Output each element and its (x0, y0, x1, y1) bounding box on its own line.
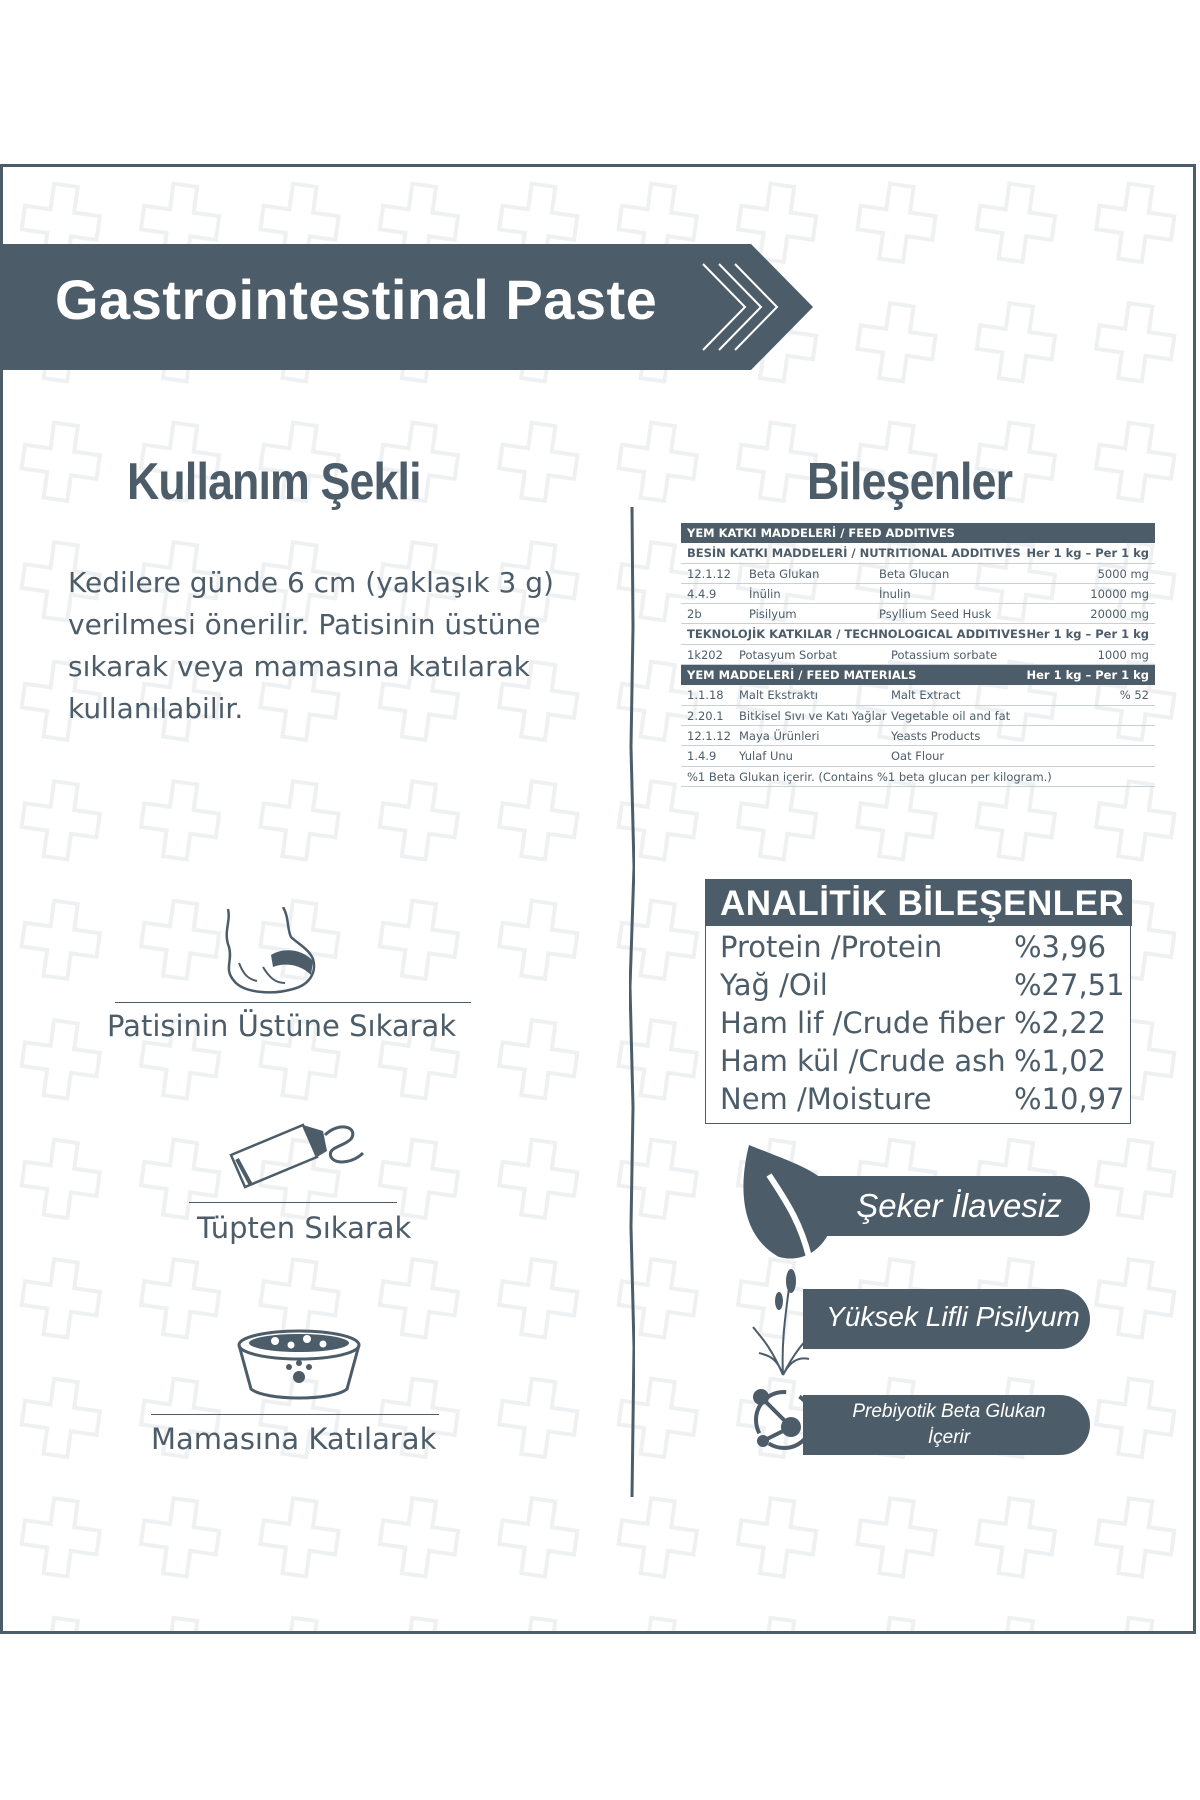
content-frame (0, 164, 1196, 1634)
analytic-value: %3,96 (1014, 930, 1107, 964)
table-subheader-label: TEKNOLOJİK KATKILAR / TECHNOLOGICAL ADDITIVES (687, 627, 1027, 642)
analytic-label: Ham lif /Crude fiber (720, 1006, 1005, 1040)
row-value: % 52 (1119, 688, 1149, 703)
analytic-label: Yağ /Oil (720, 968, 828, 1002)
table-subheader (681, 624, 1155, 644)
table-header (681, 523, 1155, 543)
method-divider (115, 1002, 471, 1003)
row-value: 5000 mg (1097, 566, 1149, 581)
method-divider (151, 1414, 439, 1415)
analytic-value: %10,97 (1014, 1082, 1125, 1116)
badge-text-line: İçerir (927, 1427, 971, 1448)
ingredients-table (681, 523, 1155, 787)
table-subheader (681, 543, 1155, 563)
analytic-value: %27,51 (1014, 968, 1125, 1002)
table-note-row (681, 767, 1155, 787)
table-header-label: YEM MADDELERİ / FEED MATERIALS (687, 668, 917, 683)
page-title: Gastrointestinal Paste (55, 268, 658, 331)
row-name-en: Malt Extract (891, 688, 961, 703)
row-code: 1.1.18 (687, 688, 724, 703)
table-note: %1 Beta Glukan içerir. (Contains %1 beta glucan per kilogram.) (687, 769, 1052, 784)
analytic-value: %2,22 (1014, 1006, 1107, 1040)
table-unit: Her 1 kg – Per 1 kg (1026, 668, 1149, 683)
table-row (681, 645, 1155, 665)
table-row (681, 604, 1155, 624)
badge-text: Şeker İlavesiz (856, 1187, 1062, 1224)
analytic-label: Ham kül /Crude ash (720, 1044, 1006, 1078)
table-unit: Her 1 kg – Per 1 kg (1026, 546, 1149, 561)
row-name-tr: Potasyum Sorbat (739, 647, 837, 662)
row-code: 12.1.12 (687, 728, 731, 743)
usage-line: kullanılabilir. (68, 692, 244, 725)
leaf-icon (739, 1145, 839, 1265)
row-code: 2.20.1 (687, 708, 724, 723)
usage-heading: Kullanım Şekli (127, 453, 421, 511)
row-name-en: Yeasts Products (891, 728, 981, 743)
row-code: 2b (687, 607, 702, 622)
row-name-tr: Bitkisel Sıvı ve Katı Yağlar (739, 708, 887, 723)
row-code: 1k202 (687, 647, 723, 662)
method-divider (189, 1202, 397, 1203)
table-header (681, 665, 1155, 685)
analytic-value: %1,02 (1014, 1044, 1107, 1078)
table-row (681, 706, 1155, 726)
row-code: 12.1.12 (687, 566, 731, 581)
usage-line: Kedilere günde 6 cm (yaklaşık 3 g) (68, 566, 554, 599)
row-name-en: Oat Flour (891, 749, 945, 764)
usage-instructions (68, 562, 628, 730)
psyllium-plant-icon (751, 1267, 815, 1377)
table-row (681, 726, 1155, 746)
row-code: 4.4.9 (687, 586, 717, 601)
row-name-tr: Yulaf Unu (739, 749, 793, 764)
table-row (681, 685, 1155, 705)
vertical-divider (629, 507, 635, 1497)
row-name-tr: Beta Glukan (749, 566, 820, 581)
analytic-box (705, 879, 1131, 1124)
row-value: 10000 mg (1090, 586, 1149, 601)
row-name-en: Potassium sorbate (891, 647, 998, 662)
analytic-heading: ANALİTİK BİLEŞENLER (706, 880, 1132, 926)
row-value: 1000 mg (1097, 647, 1149, 662)
badge-text-line: Prebiyotik Beta Glukan (852, 1401, 1046, 1422)
ingredients-heading: Bileşenler (807, 453, 1013, 511)
row-name-en: Vegetable oil and fat (891, 708, 1011, 723)
row-name-tr: Pisilyum (749, 607, 797, 622)
row-name-en: Beta Glucan (879, 566, 950, 581)
analytic-label: Protein /Protein (720, 930, 943, 964)
row-name-en: Psyllium Seed Husk (879, 607, 992, 622)
badge-text: Yüksek Lifli Pisilyum (826, 1301, 1080, 1332)
food-bowl-icon (235, 1327, 363, 1405)
tube-icon (227, 1113, 369, 1193)
method-label-bowl: Mamasına Katılarak (151, 1422, 437, 1456)
row-name-en: İnulin (879, 586, 911, 601)
row-name-tr: İnülin (749, 586, 781, 601)
row-code: 1.4.9 (687, 749, 717, 764)
row-value: 20000 mg (1090, 607, 1149, 622)
method-label-paw: Patisinin Üstüne Sıkarak (107, 1009, 457, 1043)
analytic-label: Nem /Moisture (720, 1082, 932, 1116)
usage-line: sıkarak veya mamasına katılarak (68, 650, 530, 683)
molecule-icon (747, 1383, 821, 1457)
table-header-label: YEM KATKI MADDELERİ / FEED ADDITIVES (687, 526, 955, 540)
usage-line: verilmesi önerilir. Patisinin üstüne (68, 608, 541, 641)
method-label-tube: Tüpten Sıkarak (197, 1211, 412, 1245)
table-unit: Her 1 kg – Per 1 kg (1026, 627, 1149, 642)
table-row (681, 584, 1155, 604)
row-name-tr: Malt Ekstraktı (739, 688, 818, 703)
paw-icon (213, 907, 343, 997)
table-subheader-label: BESİN KATKI MADDELERİ / NUTRITIONAL ADDITIVES (687, 546, 1021, 561)
table-row (681, 564, 1155, 584)
badge-text-multiline (829, 1399, 1069, 1451)
table-row (681, 746, 1155, 766)
row-name-tr: Maya Ürünleri (739, 728, 820, 743)
